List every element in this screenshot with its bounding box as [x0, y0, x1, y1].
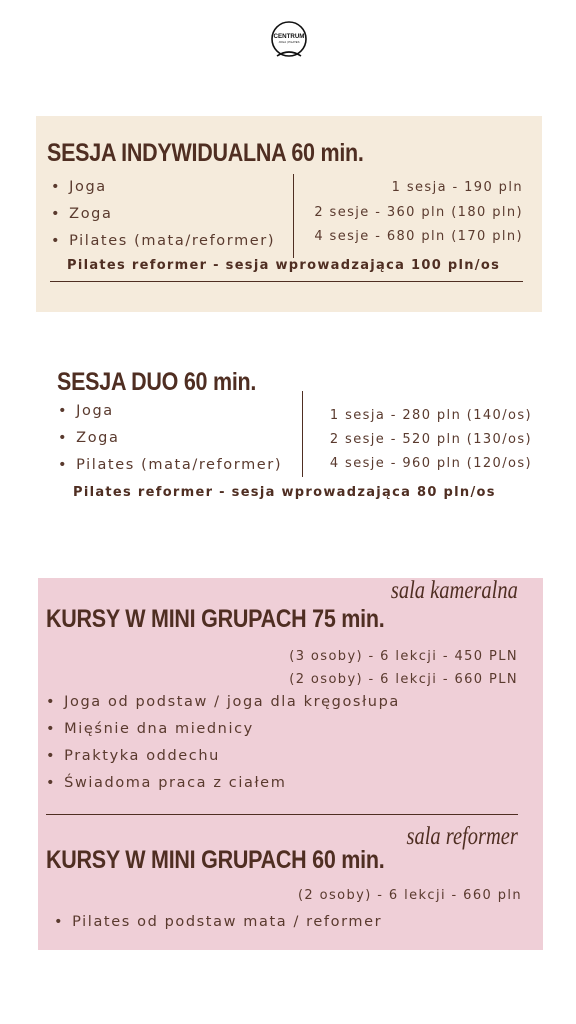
duo-session-title: SESJA DUO 60 min. [57, 368, 257, 396]
duo-bullet-zoga: • Zoga [58, 430, 119, 446]
individual-intro-note: Pilates reformer - sesja wprowadzająca 100 pln/os [67, 258, 501, 273]
individual-bottom-rule [50, 281, 523, 282]
duo-intro-note: Pilates reformer - sesja wprowadzająca 80 pln/os [73, 485, 496, 500]
individual-divider [293, 174, 294, 258]
individual-bullet-pilates: • Pilates (mata/reformer) [51, 233, 275, 249]
individual-bullet-joga: • Joga [51, 179, 107, 195]
duo-price-4: 4 sesje - 960 pln (120/os) [329, 456, 532, 471]
courses75-location: sala kameralna [391, 577, 518, 604]
individual-session-title: SESJA INDYWIDUALNA 60 min. [47, 139, 364, 167]
individual-price-4: 4 sesje - 680 pln (170 pln) [314, 229, 523, 244]
individual-price-2: 2 sesje - 360 pln (180 pln) [314, 205, 523, 220]
individual-bullet-zoga: • Zoga [51, 206, 112, 222]
courses60-bullet-pilates: • Pilates od podstaw mata / reformer [54, 914, 382, 930]
duo-bullet-pilates: • Pilates (mata/reformer) [58, 457, 282, 473]
courses75-bullet-oddech: • Praktyka oddechu [46, 748, 220, 764]
courses60-location: sala reformer [406, 823, 518, 850]
courses75-title: KURSY W MINI GRUPACH 75 min. [46, 605, 385, 633]
logo-text-main: CENTRUM [273, 33, 305, 40]
courses-divider-rule [46, 814, 518, 815]
courses75-bullet-cialo: • Świadoma praca z ciałem [46, 775, 286, 791]
courses60-title: KURSY W MINI GRUPACH 60 min. [46, 846, 385, 874]
duo-price-2: 2 sesje - 520 pln (130/os) [329, 432, 532, 447]
courses75-bullet-miesnie: • Mięśnie dna miednicy [46, 721, 254, 737]
courses75-price-2-people: (2 osoby) - 6 lekcji - 660 PLN [289, 672, 518, 687]
individual-price-1: 1 sesja - 190 pln [391, 180, 523, 195]
courses75-price-3-people: (3 osoby) - 6 lekcji - 450 PLN [289, 649, 518, 664]
duo-divider [302, 391, 303, 477]
courses60-price-2-people: (2 osoby) - 6 lekcji - 660 pln [297, 888, 522, 903]
courses75-bullet-joga: • Joga od podstaw / joga dla kręgosłupa [46, 694, 400, 710]
logo-text-sub: JOGA | PILATES [278, 40, 300, 44]
centrum-logo [269, 20, 309, 60]
duo-price-1: 1 sesja - 280 pln (140/os) [329, 408, 532, 423]
duo-bullet-joga: • Joga [58, 403, 114, 419]
